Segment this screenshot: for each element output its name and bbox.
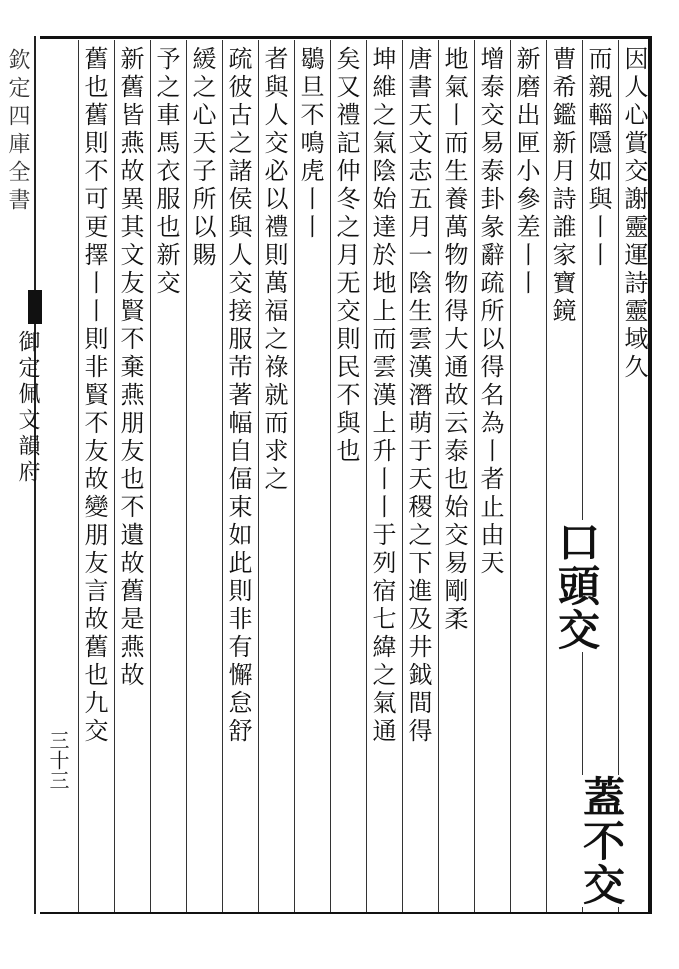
text-column: 舊也舊則不可更擇丨丨則非賢不友故變朋友言故舊也九交 [80, 46, 108, 746]
column-rule [186, 40, 187, 912]
frame-right-border [648, 36, 652, 914]
text-column: 新舊皆燕故異其文友賢不棄燕朋友也不遺故舊是燕故 [116, 46, 144, 690]
text-column: 地氣丨而生養萬物物得大通故云泰也始交易剛柔 [440, 46, 468, 634]
headword-gai-bu-jiao: 蓋不交 [577, 775, 626, 907]
text-column: 鶡旦不鳴虎丨丨 [296, 46, 324, 242]
text-column: 唐書天文志五月一陰生雲漢潛萌于天稷之下進及井鉞間得 [404, 46, 432, 746]
column-rule [114, 40, 115, 912]
column-rule [78, 40, 79, 912]
column-rule [222, 40, 223, 912]
fish-tail-mark [28, 290, 42, 324]
column-rule [402, 40, 403, 912]
text-column: 增泰交易泰卦彖辭疏所以得名為丨者止由天 [476, 46, 504, 578]
text-column: 曹希鑑新月詩誰家寶鏡 [548, 46, 576, 326]
text-column: 矣又禮記仲冬之月无交則民不與也 [332, 46, 360, 466]
book-imprint: 御定佩文韻府 [15, 330, 40, 486]
edge-title: 欽定四庫全書 [5, 48, 30, 216]
column-rule [474, 40, 475, 912]
text-column: 新磨出匣小參差丨丨 [512, 46, 540, 298]
column-rule [546, 40, 547, 912]
column-rule [510, 40, 511, 912]
text-column: 而親輜隱如與丨丨 [584, 46, 612, 270]
column-rule [438, 40, 439, 912]
text-column: 緩之心天子所以賜 [188, 46, 216, 270]
column-rule [366, 40, 367, 912]
text-column: 予之車馬衣服也新交 [152, 46, 180, 298]
text-column: 疏彼古之諸侯與人交接服芾著幅自偪束如此則非有懈怠舒 [224, 46, 252, 746]
column-rule [150, 40, 151, 912]
column-rule [258, 40, 259, 912]
column-rule [330, 40, 331, 912]
text-column: 因人心賞交謝靈運詩靈域久 [620, 46, 648, 382]
frame-bottom-border [40, 912, 652, 914]
frame-top-border [40, 36, 652, 39]
text-column: 者與人交必以禮則萬福之祿就而求之 [260, 46, 288, 494]
text-column: 坤維之氣陰始達於地上而雲漢上升丨丨于列宿七緯之氣通 [368, 46, 396, 746]
column-rule [294, 40, 295, 912]
headword-kou-tou-jiao: 口頭交 [552, 520, 601, 652]
page-number: 三十三 [46, 730, 70, 790]
